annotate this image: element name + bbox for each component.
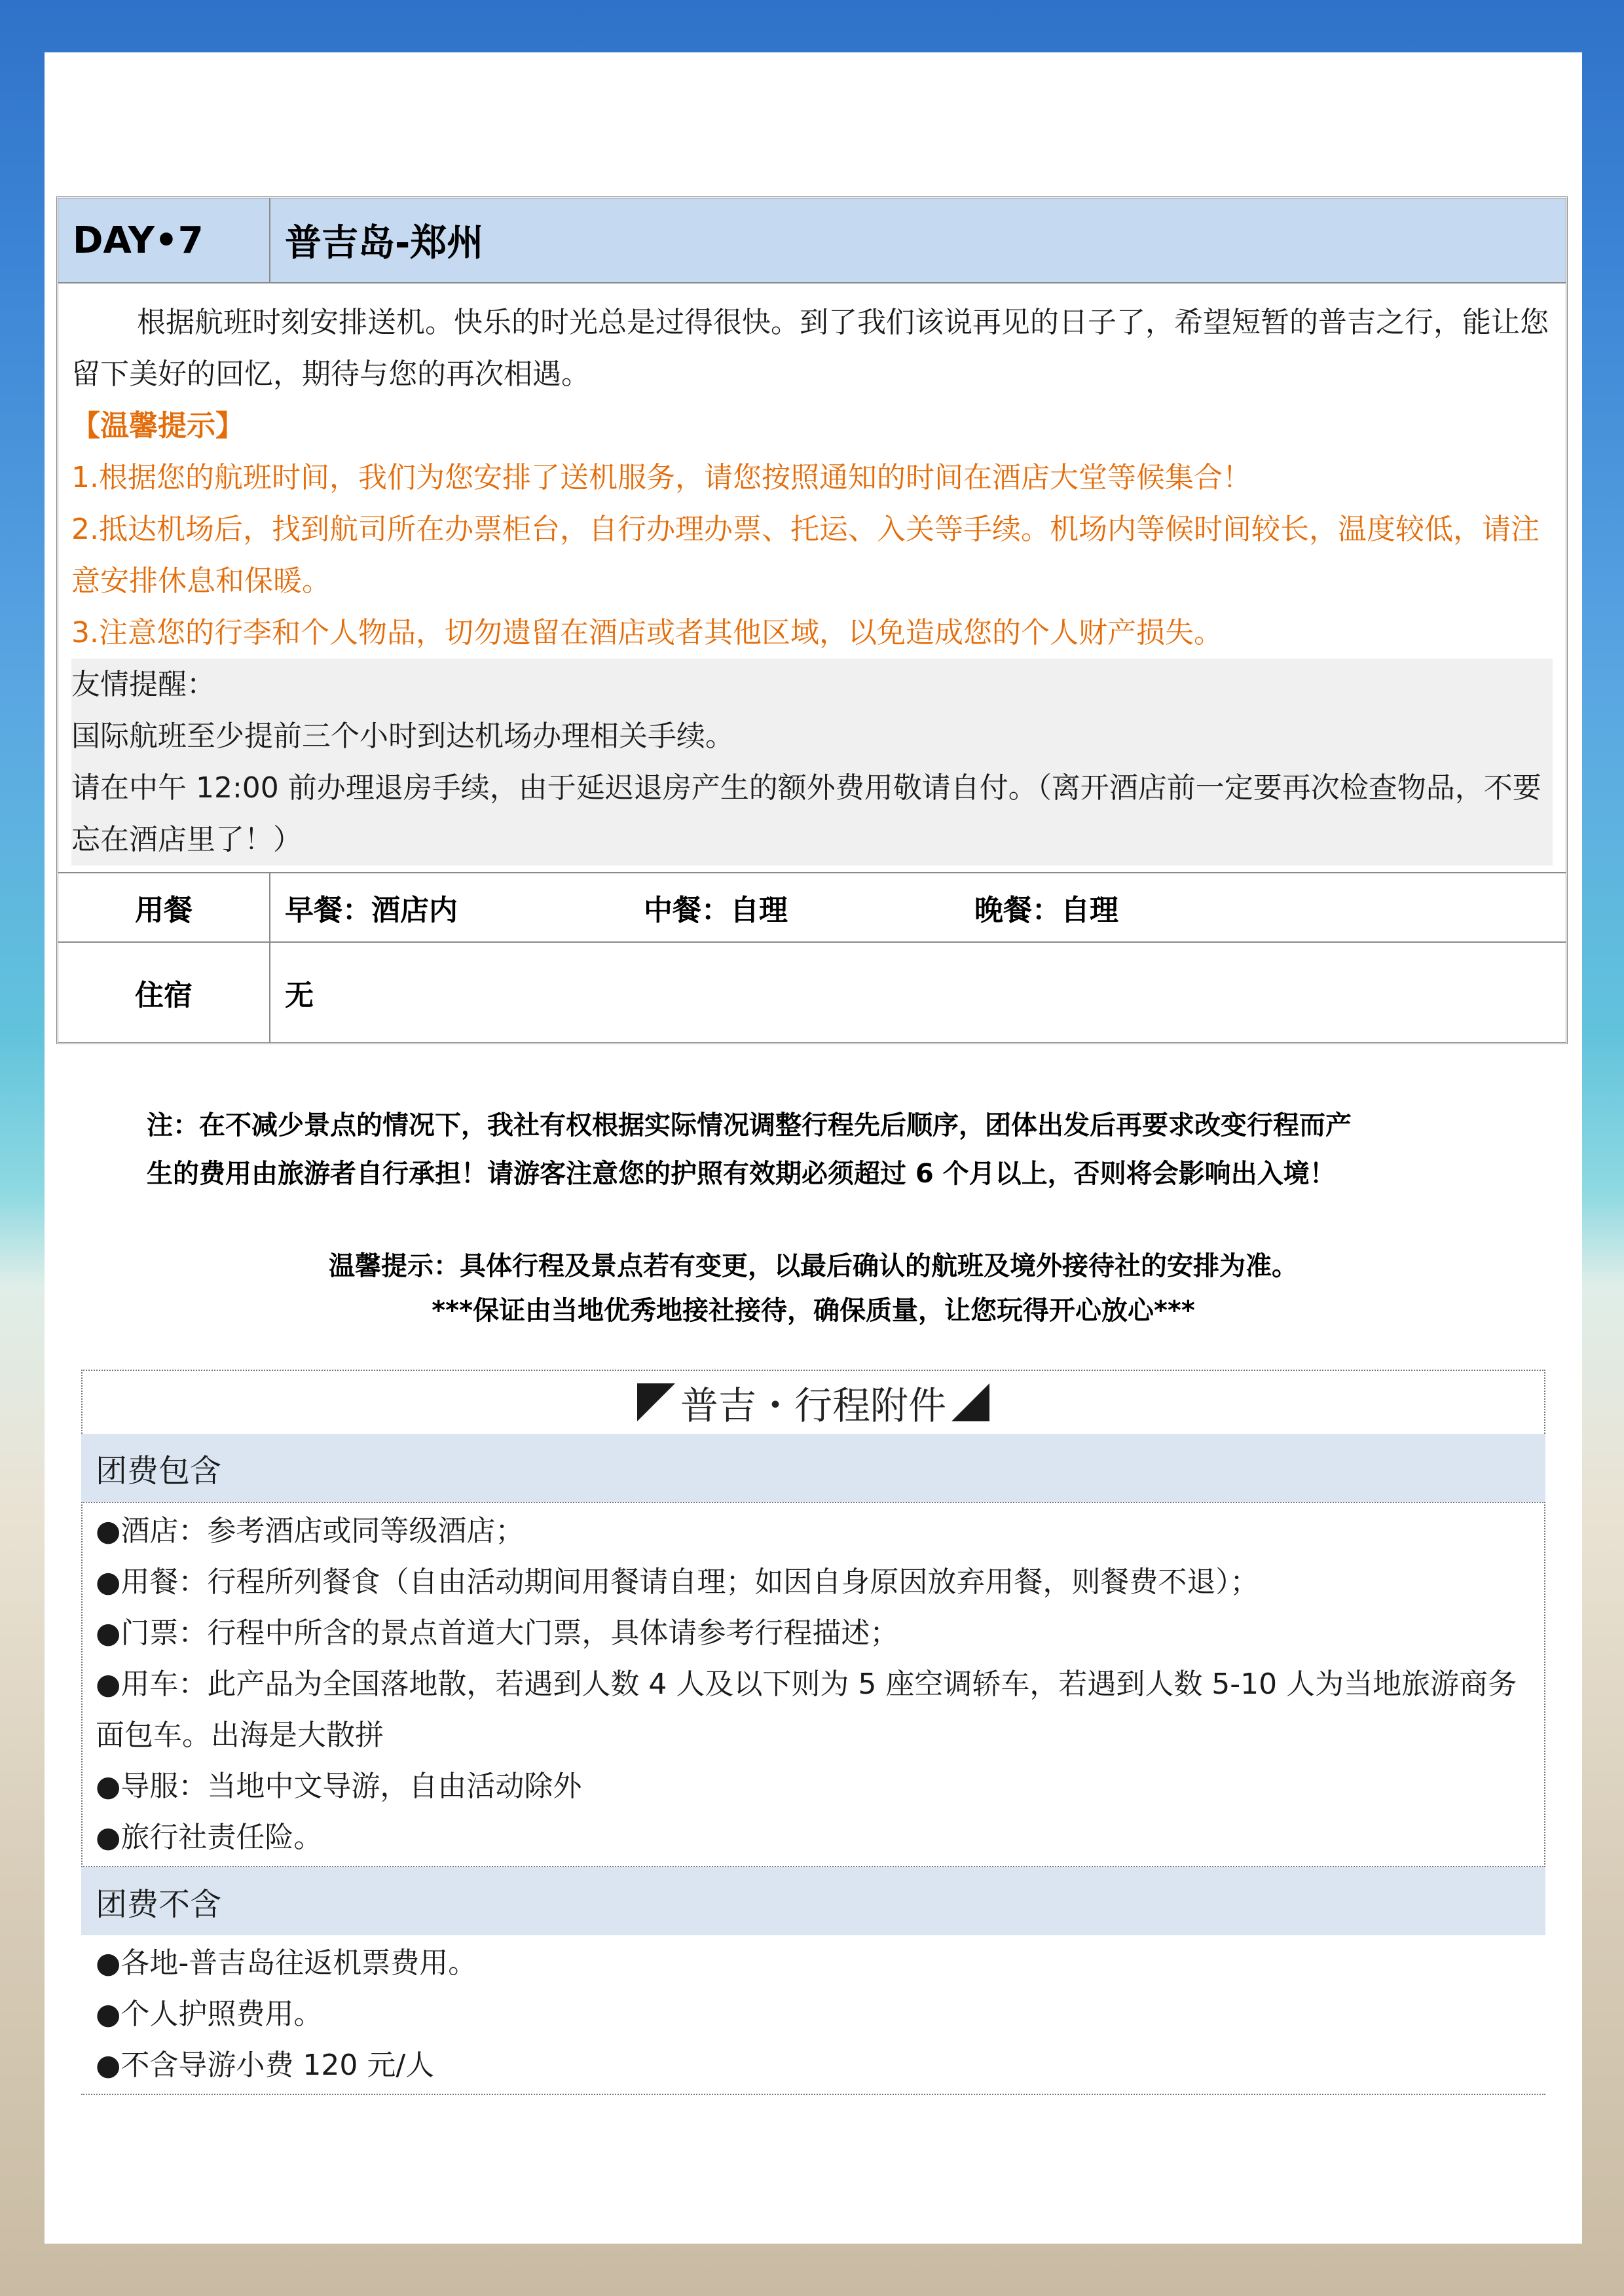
warm-tip-line: 温馨提示：具体行程及景点若有变更，以最后确认的航班及境外接待社的安排为准。 (329, 1251, 1298, 1281)
day-label: DAY•7 (58, 198, 270, 282)
day-route: 普吉岛-郑州 (285, 222, 484, 264)
attachment-title (81, 1370, 1545, 1434)
meal-content (270, 873, 1118, 941)
list-item: ●旅行社责任险。 (96, 1821, 323, 1854)
list-item: ●导服：当地中文导游，自由活动除外 (96, 1770, 582, 1803)
note-line: 注：在不减少景点的情况下，我社有权根据实际情况调整行程先后顺序，团体出发后再要求改变行程而产 (147, 1110, 1352, 1140)
tips-title: 【温馨提示】 (71, 409, 244, 443)
meal-label: 用餐 (58, 873, 270, 941)
list-item: ●用车：此产品为全国落地散，若遇到人数 4 人及以下则为 5 座空调轿车，若遇到人数 5-10 人为当地旅游商务面包车。出海是大散拼 (96, 1667, 1517, 1752)
stay-content: 无 (285, 979, 314, 1012)
list-item: ●用餐：行程所列餐食（自由活动期间用餐请自理；如因自身原因放弃用餐，则餐费不退）； (96, 1565, 1259, 1599)
day-itinerary-table (56, 196, 1568, 1044)
guarantee-line: ***保证由当地优秀地接社接待，确保质量，让您玩得开心放心*** (432, 1296, 1195, 1326)
dinner: 晚餐：自理 (974, 894, 1118, 927)
included-heading: 团费包含 (81, 1434, 1545, 1502)
stay-label: 住宿 (58, 943, 270, 1042)
excluded-heading: 团费不含 (81, 1867, 1545, 1935)
triangle-left-icon (637, 1383, 675, 1421)
reminder-item: 国际航班至少提前三个小时到达机场办理相关手续。 (71, 720, 734, 753)
triangle-right-icon (951, 1383, 989, 1421)
lunch: 中餐：自理 (644, 894, 788, 927)
tip-item: 3.注意您的行李和个人物品，切勿遗留在酒店或者其他区域，以免造成您的个人财产损失。 (71, 616, 1223, 649)
day-intro: 根据航班时刻安排送机。快乐的时光总是过得很快。到了我们该说再见的日子了，希望短暂的普吉之行，能让您留下美好的回忆，期待与您的再次相遇。 (71, 306, 1549, 391)
attachment-title-text: 普吉・行程附件 (680, 1383, 946, 1428)
list-item: ●各地-普吉岛往返机票费用。 (96, 1946, 477, 1980)
reminder-item: 请在中午 12:00 前办理退房手续，由于延迟退房产生的额外费用敬请自付。（离开酒店前一定要再次检查物品，不要忘在酒店里了！） (71, 771, 1541, 856)
itinerary-page (45, 52, 1582, 2244)
tip-item: 1.根据您的航班时间，我们为您安排了送机服务，请您按照通知的时间在酒店大堂等候集合！ (71, 461, 1251, 494)
warm-tip (45, 1244, 1582, 1333)
list-item: ●酒店：参考酒店或同等级酒店； (96, 1514, 525, 1548)
list-item: ●门票：行程中所含的景点首道大门票，具体请参考行程描述； (96, 1616, 899, 1650)
friendly-reminder (71, 659, 1553, 866)
included-list (81, 1502, 1545, 1867)
tip-item: 2.抵达机场后，找到航司所在办票柜台，自行办理办票、托运、入关等手续。机场内等候时间较长，温度较低，请注意安排休息和保暖。 (71, 513, 1540, 598)
itinerary-attachment (81, 1370, 1545, 2095)
accommodation-row (58, 941, 1566, 1042)
list-item: ●个人护照费用。 (96, 1997, 323, 2031)
day-description (58, 283, 1566, 872)
breakfast: 早餐：酒店内 (285, 894, 458, 927)
list-item: ●不含导游小费 120 元/人 (96, 2049, 435, 2082)
note-line: 生的费用由旅游者自行承担！请游客注意您的护照有效期必须超过 6 个月以上，否则将会影响出入境！ (147, 1159, 1336, 1189)
meal-row (58, 872, 1566, 941)
day-header (58, 198, 1566, 283)
reminder-title: 友情提醒： (71, 668, 215, 701)
excluded-list (81, 1935, 1545, 2095)
itinerary-note (147, 1101, 1509, 1198)
